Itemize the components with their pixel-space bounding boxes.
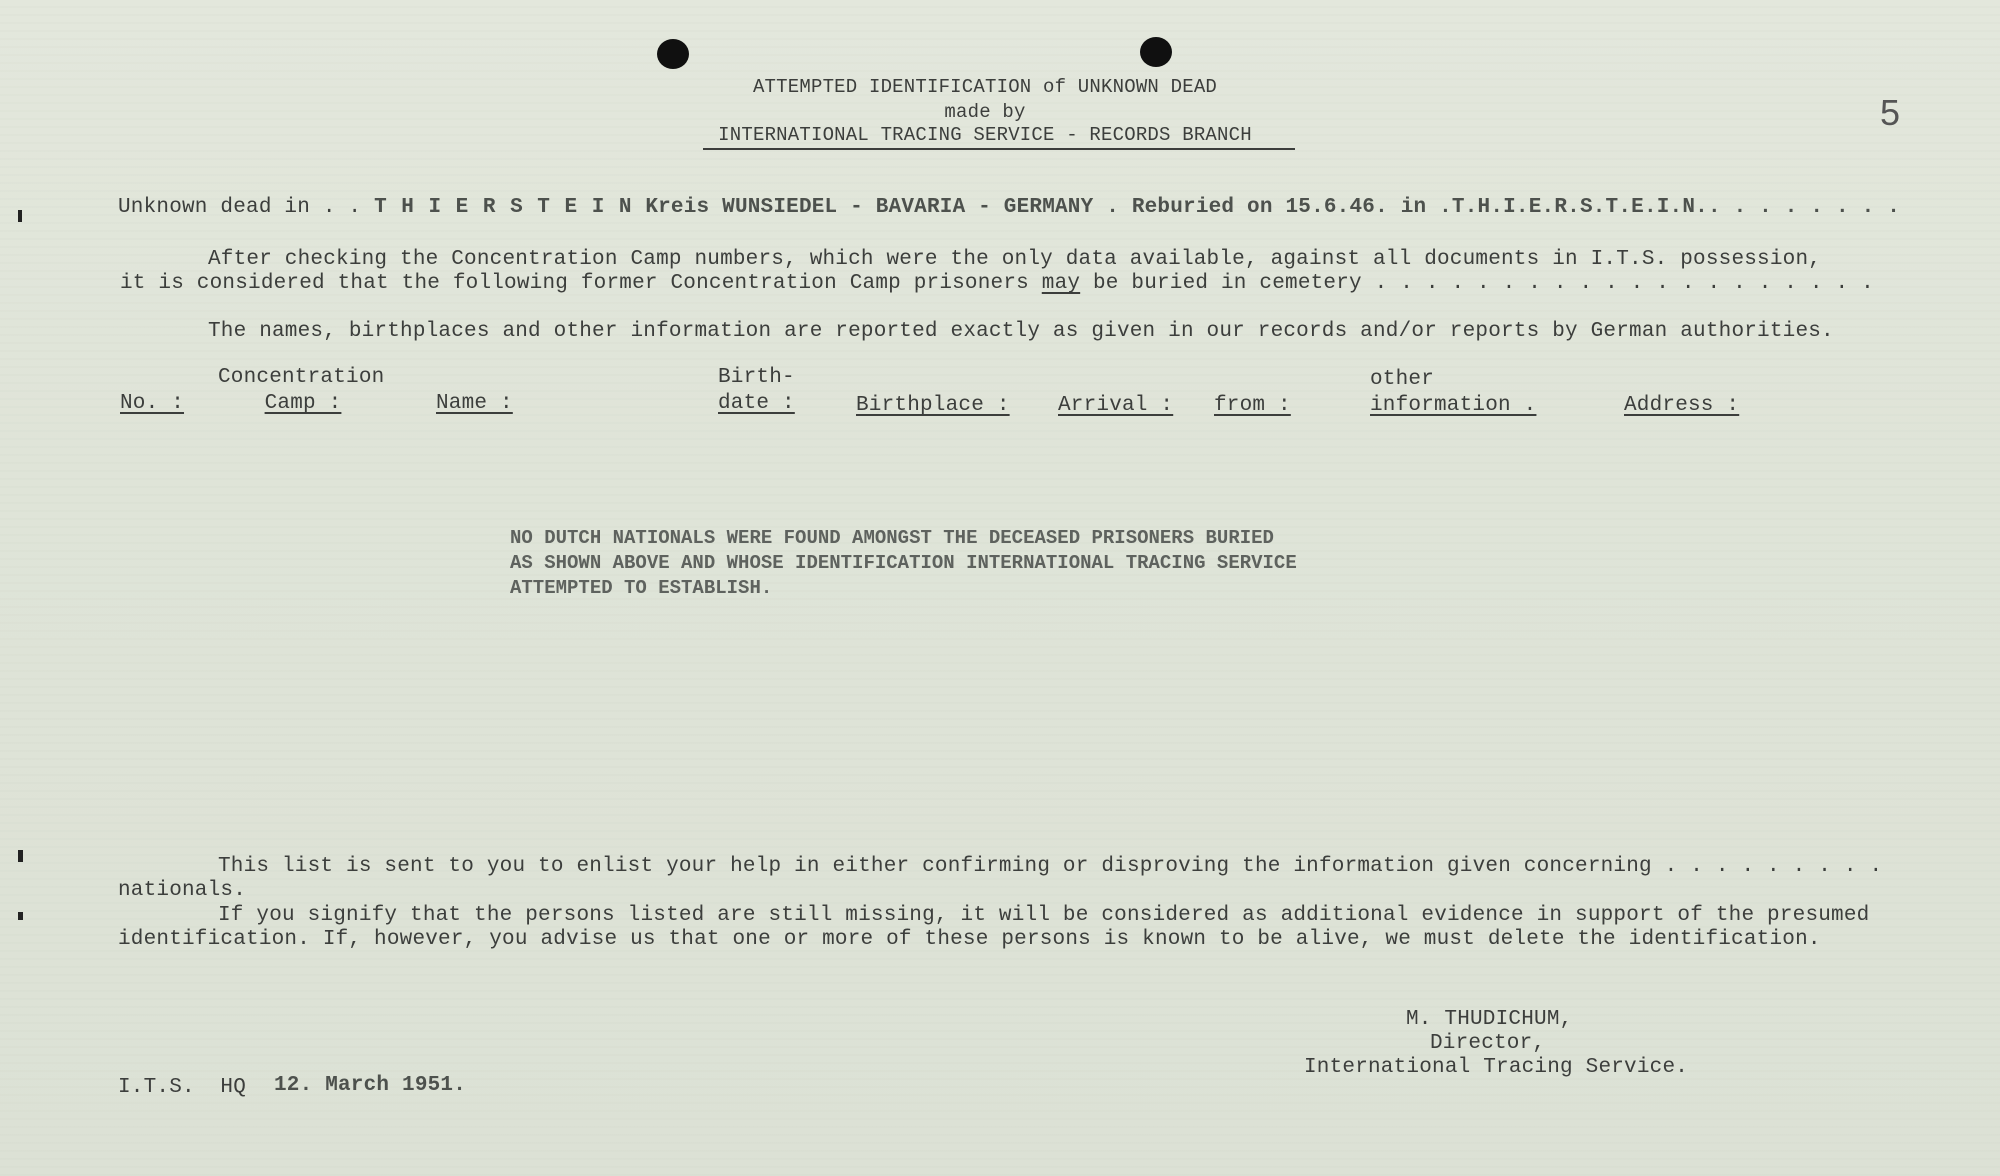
notice-line-2: AS SHOWN ABOVE AND WHOSE IDENTIFICATION INTERNATIONAL TRACING SERVICE: [510, 552, 1297, 574]
header-title: ATTEMPTED IDENTIFICATION of UNKNOWN DEAD: [752, 76, 1218, 98]
paragraph-1-line-2: [120, 272, 1874, 295]
closing-line-3: If you signify that the persons listed are still missing, it will be considered as additional evidence in support of the presumed: [218, 904, 1870, 927]
closing-line-2: nationals.: [118, 879, 247, 902]
closing-line-4: identification. If, however, you advise us that one or more of these persons is known to be alive, we must delete the identification.: [118, 928, 1821, 951]
location-prefix: Unknown dead in . .: [118, 196, 362, 219]
signature-organization: International Tracing Service.: [1304, 1056, 1689, 1079]
punch-hole-left: [657, 39, 689, 69]
notice-line-1: NO DUTCH NATIONALS WERE FOUND AMONGST THE DECEASED PRISONERS BURIED: [510, 527, 1274, 549]
column-header-other: information .: [1370, 394, 1537, 417]
location-district: Kreis WUNSIEDEL - BAVARIA - GERMANY: [645, 196, 1094, 219]
column-header-arrival: Arrival :: [1058, 394, 1174, 417]
footer-date: 12. March 1951.: [274, 1074, 467, 1097]
column-header-name: Name :: [436, 392, 513, 415]
reburied-date: 15.6.46.: [1285, 196, 1388, 219]
header-subtitle: made by: [944, 101, 1026, 123]
paragraph-1-text: it is considered that the following former Concentration Camp prisoners: [120, 272, 1029, 295]
footer-place: I.T.S. HQ: [118, 1076, 247, 1099]
column-header-camp: Camp :: [264, 392, 342, 415]
signature-title: Director,: [1430, 1032, 1546, 1055]
paragraph-1-text-end: be buried in cemetery . . . . . . . . . . . . . . . . . . . .: [1092, 272, 1874, 295]
header-underline: [703, 148, 1295, 150]
column-header-camp-top: Concentration: [218, 366, 385, 389]
column-header-address: Address :: [1624, 394, 1740, 417]
column-header-birthdate-top: Birth-: [718, 366, 795, 389]
column-header-other-top: other: [1370, 368, 1435, 391]
reburied-place: .T.H.I.E.R.S.T.E.I.N.. . . . . . . .: [1439, 196, 1900, 219]
page-number: 5: [1880, 92, 1901, 133]
paragraph-2: The names, birthplaces and other information are reported exactly as given in our records and/or reports by German authorities.: [208, 320, 1834, 343]
notice-line-3: ATTEMPTED TO ESTABLISH.: [510, 577, 773, 599]
margin-mark: [18, 210, 22, 222]
reburied-in: in: [1400, 196, 1427, 219]
header-organization: INTERNATIONAL TRACING SERVICE - RECORDS BRANCH: [718, 124, 1252, 146]
punch-hole-right: [1140, 37, 1172, 67]
signature-name: M. THUDICHUM,: [1406, 1008, 1573, 1031]
column-header-birthplace: Birthplace :: [856, 394, 1010, 417]
column-header-no: No. :: [120, 392, 185, 415]
paragraph-1-line-1: After checking the Concentration Camp numbers, which were the only data available, against all documents in I.T.S. possession,: [208, 248, 1822, 271]
column-header-from: from :: [1214, 394, 1291, 417]
closing-line-1: This list is sent to you to enlist your help in either confirming or disproving the information given concerning . . . . . . . . .: [218, 855, 1883, 878]
margin-mark: [18, 912, 23, 920]
column-header-birthdate: date :: [718, 392, 795, 415]
margin-mark: [18, 850, 23, 862]
reburied-label: . Reburied on: [1106, 196, 1273, 219]
no-nationals-notice: [510, 526, 1297, 601]
location-place: T H I E R S T E I N: [374, 196, 633, 219]
location-line: [118, 196, 1900, 219]
paragraph-1-may: may: [1041, 272, 1081, 295]
